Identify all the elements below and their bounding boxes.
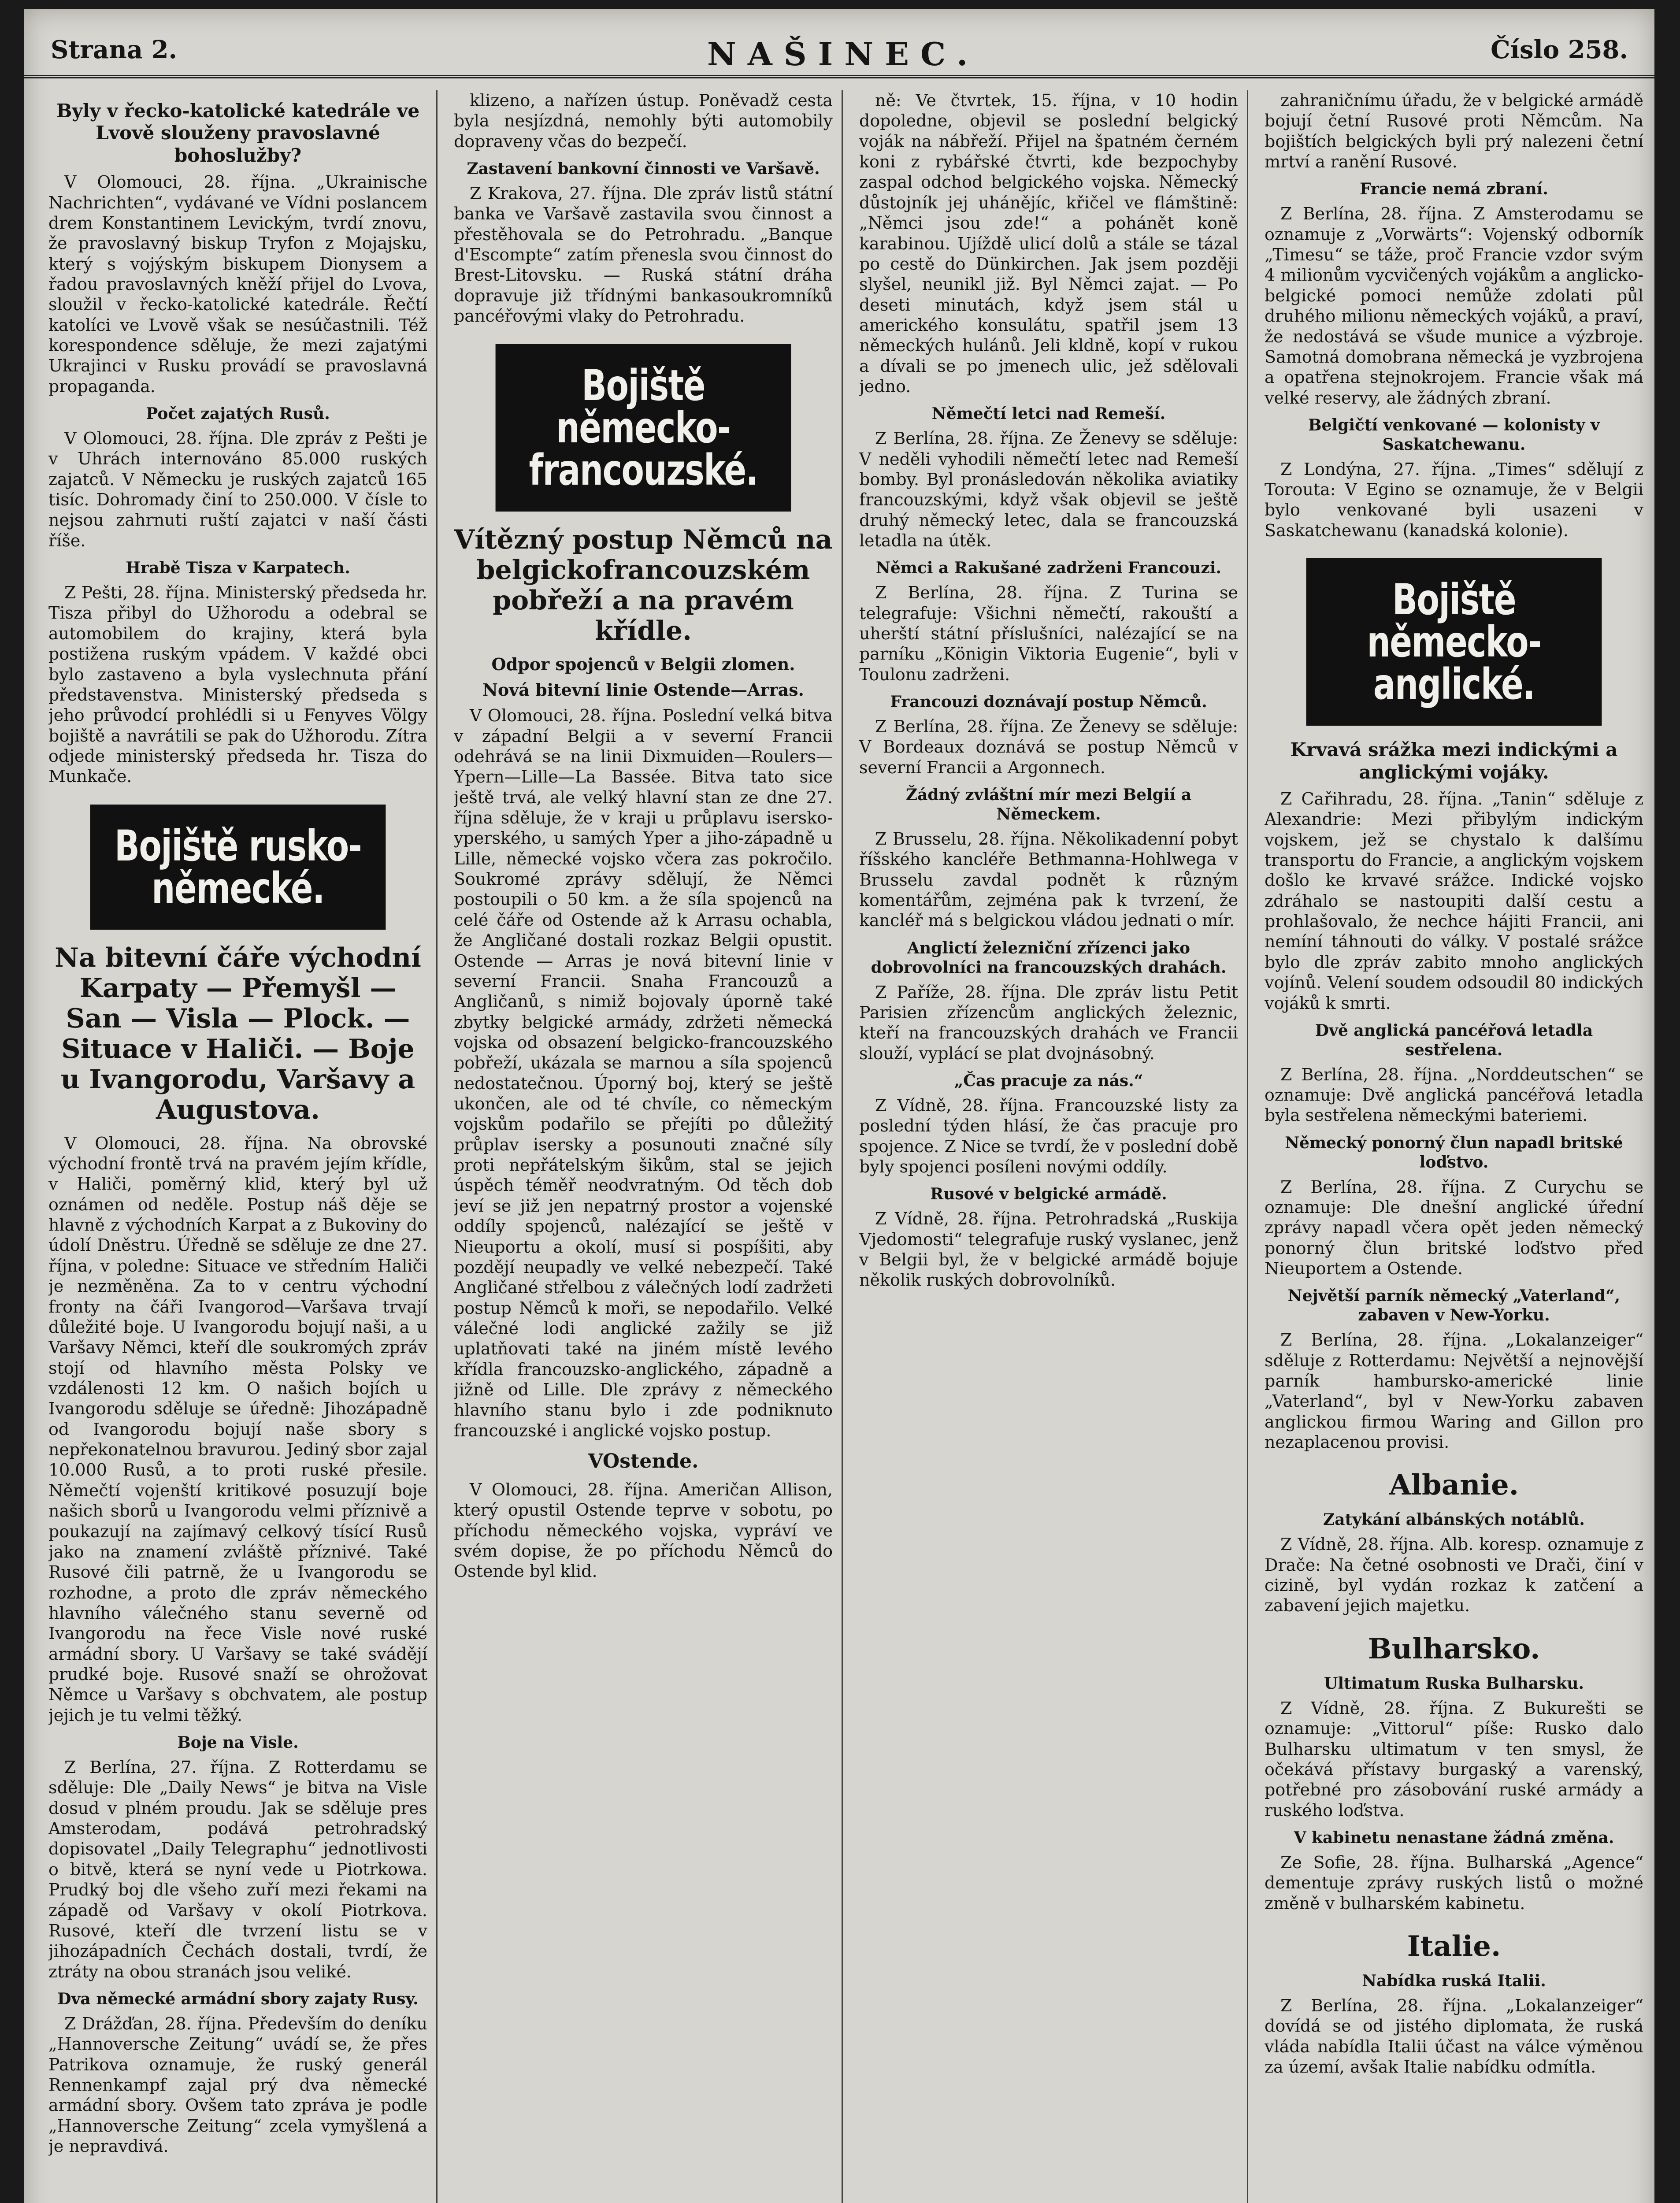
main-headline: Krvavá srážka mezi indickými a anglickými vojáky.	[1290, 739, 1618, 783]
country-section-title: Bulharsko.	[1368, 1632, 1540, 1665]
article-text: Z Vídně, 28. října. Francouzské listy za poslední týden hlásí, že čas pracuje pro spojence. Z Nice se tvrdí, že v poslední době byly spojenci posíleni novými oddíly.	[859, 1095, 1238, 1176]
article-headline: Hrabě Tisza v Karpatech.	[126, 559, 350, 578]
article-headline: Nabídka ruská Italii.	[1362, 1972, 1546, 1991]
article-headline: Německý ponorný člun napadl britské loďstvo.	[1285, 1133, 1623, 1172]
article-headline: Byly v řecko-katolické katedrále ve Lvově slouženy pravoslavné bohoslužby?	[56, 100, 420, 166]
article-text: Z Pešti, 28. října. Ministerský předseda hr. Tisza přibyl do Užhorodu a odebral se automobilem do krajiny, která byla postižena ruským vpádem. V každé obci bylo zastaveno a byla vyslechnuta přání představenstva. Ministerský předseda s jeho průvodcí prohlédli si u Fenyves Völgy bojiště a navrátili se pak do Užhorodu. Zítra odjede ministerský předseda hr. Tisza do Munkače.	[48, 583, 427, 786]
section-banner: Bojiště německo-francouzské.	[496, 344, 791, 512]
article-headline: Zatykání albánských notáblů.	[1323, 1510, 1585, 1529]
article-text: V Olomouci, 28. října. Poslední velká bitva v západní Belgii a v severní Francii odehrává se na linii Dixmuiden—Roulers—Ypern—Lille—La Bassée. Bitva tato sice ještě trvá, ale velký hlavní stan ze dne 27. října sděluje, že v kraji u průplavu isersko-yperského, u samých Yper a jiho-západně u Lille, německé vojsko včera zas pokročilo. Soukromé zprávy sdělují, že Němci postoupili o 50 km. a že síla spojenců na celé čáře od Ostende až k Arrasu ochabla, že Angličané dostali rozkaz Belgii opustit. Ostende — Arras je nová bitevní linie v severní Francii. Snaha Francouzů a Angličanů, s nimiž bojovaly úporně také zbytky belgické armády, zdržeti německá vojska od obsazení belgicko-francouzského pobřeží, ukázala se marnou a síla spojenců nedostatečnou. Úporný boj, který se ještě ukončen, ale od té chvíle, co německým vojskům podařilo se přejíti po důležitý průplav isersky a posunouti značné síly proti nepřátelským šikům, stal se jejich úspěch téměř neodvratným. Od těch dob jeví se již jen nepatrný prostor a vojenské oddíly spojenců, nalézající se ještě v Nieuportu a okolí, musí si pospíšiti, aby pozdějí neupadly ve velké nebezpečí. Také Angličané střelbou z válečných lodí zadržeti postup Němců k moři, se nepodařilo. Velké válečné lodi anglické zažily se již uplatňovati také na jiném místě levého křídla francouzsko-anglického, západně a jižně od Lille. Dle zprávy z německého hlavního stanu bylo i zde podniknuto francouzské i anglické vojsko postup.	[454, 706, 833, 1440]
article-text: Z Berlína, 28. října. „Lokalanzeiger“ dovídá se od jistého diplomata, že ruská vláda nabídla Italii účast na válce výměnou za území, avšak Italie nabídku odmítla.	[1265, 1995, 1643, 2077]
subheadline: Odpor spojenců v Belgii zlomen.	[491, 654, 795, 674]
masthead	[24, 9, 1654, 78]
article-text: Z Drážďan, 28. října. Především do deníku „Hannoversche Zeitung“ uvádí se, že přes Patrikova oznamuje, že ruský generál Rennenkampf zajal prý dva německé armádní sbory. Ovšem tato zpráva je podle „Hannoversche Zeitung“ zcela vymyšlená a je nepravdivá.	[48, 2014, 427, 2156]
newspaper-title: NAŠINEC.	[707, 35, 979, 73]
column-rule	[842, 90, 843, 2203]
column-4	[1265, 90, 1643, 2203]
article-text: Z Berlína, 28. října. Z Curychu se oznamuje: Dle dnešní anglické úřední zprávy napadl včera opět jeden německý ponorný člun britské loďstvo před Nieuportem a Ostende.	[1265, 1177, 1643, 1279]
article-headline: Němečtí letci nad Remeší.	[931, 404, 1166, 423]
article-text: Z Londýna, 27. října. „Times“ sdělují z Torouta: V Egino se oznamuje, že v Belgii bylo venkované byli usazeni v Saskatchewanu (kanadská kolonie).	[1265, 459, 1643, 540]
article-text: Z Cařihradu, 28. října. „Tanin“ sděluje z Alexandrie: Mezi přibylým indickým vojskem, jež se chystalo k dalšímu transportu do Francie, a anglickým vojskem došlo ke krvavé srážce. Indické vojsko zdráhalo se nastoupiti další cestu a prohlašovalo, že nechce hájiti Francii, ani nemíní táhnouti do války. V postalé srážce bylo dle zpráv zabito mnoho anglických vojínů. Velení soudem odsoudil 80 indických vojáků k smrti.	[1265, 789, 1643, 1013]
column-rule	[436, 90, 438, 2203]
article-text: Z Berlína, 27. října. Z Rotterdamu se sděluje: Dle „Daily News“ je bitva na Visle dosud v plném proudu. Jak se sděluje pres Amsterodam, podává petrohradský dopisovatel „Daily Telegraphu“ jednotlivosti o bitvě, která se nyní vede u Piotrkowa. Prudký boj dle všeho zuří mezi řekami na západě od Varšavy v okolí Piotrkova. Rusové, kteří dle tvrzení listu se v jihozápadních Čechách dostali, tvrdí, že ztráty na obou stranách jsou veliké.	[48, 1758, 427, 1981]
article-text: V Olomouci, 28. října. Dle zpráv z Pešti je v Uhrách internováno 85.000 ruských zajatců. V Německu je ruských zajatců 165 tisíc. Dohromady činí to 250.000. V čísle to nejsou zahrnuti ruští zajatci v naší části říše.	[48, 429, 427, 550]
column-3	[859, 90, 1238, 2203]
article-headline: Rusové v belgické armádě.	[930, 1185, 1167, 1204]
article-headline: Belgičtí venkované — kolonisty v Saskatchewanu.	[1308, 415, 1600, 454]
article-headline: Žádný zvláštní mír mezi Belgií a Německem.	[905, 786, 1192, 824]
article-headline: Francie nemá zbraní.	[1360, 180, 1548, 199]
article-text: Z Berlína, 28. října. „Norddeutschen“ se oznamuje: Dvě anglická pancéřová letadla byla sestřelena německými bateriemi.	[1265, 1064, 1643, 1125]
column-rule	[1247, 90, 1248, 2203]
article-text: Z Vídně, 28. října. Z Bukurešti se oznamuje: „Vittorul“ píše: Rusko dalo Bulharsku ultimatum v ten smysl, že očekává přístavy burgaský a varenský, potřebné pro zásobování ruské armády a ruského loďstva.	[1265, 1698, 1643, 1820]
article-headline: Anglictí železniční zřízenci jako dobrovolníci na francouzských drahách.	[871, 938, 1227, 977]
section-banner: Bojiště německo-anglické.	[1306, 558, 1602, 726]
article-text: Z Berlína, 28. října. Z Turina se telegrafuje: Všichni němečtí, rakouští a uherští státní příslušníci, nalézající se na parníku „Königin Viktoria Eugenie“, byli v Toulonu zadrženi.	[859, 583, 1238, 684]
article-headline: Ultimatum Ruska Bulharsku.	[1324, 1674, 1584, 1693]
article-text: Z Vídně, 28. října. Petrohradská „Ruskija Vjedomosti“ telegrafuje ruský vyslanec, jenž v Belgii byl, že v belgické armádě bojuje několik ruských dobrovolníků.	[859, 1209, 1238, 1290]
article-headline: Boje na Visle.	[177, 1733, 299, 1752]
article-text: V Olomouci, 28. října. Na obrovské východní frontě trvá na pravém jejím křídle, v Haliči, poměrný klid, který byl už oznámen od neděle. Postup náš děje se hlavně z východních Karpat a z Bukoviny do údolí Dněstru. Úředně se sděluje ze dne 27. října, v poledne: Situace ve středním Haliči je nezměněna. Za to v centru východní fronty na čáři Ivangorod—Varšava trvají důležité boje. U Ivangorodu bojují naši, a u Varšavy Němci, kteří dle soukromých zpráv stojí od hlavního města Polsky ve vzdálenosti 12 km. O našich bojích u Ivangorodu sděluje se úředně: Jihozápadně od Ivangorodu bojují naše sbory s nepřekonatelnou bravurou. Jediný sbor zajal 10.000 Rusů, a to proti ruské přesile. Němečtí vojenští kritikové posuzují boje našich sborů u Ivangorodu velmi příznivě a poukazují na zajímavý celkový tísící Rusů jako na znamení zvláště příznivé. Také Rusové čili patrně, že u Ivangorodu se rozhodne, a proto dle zpráv německého hlavního válečného stanu severně od Ivangorodu na řece Visle nové ruské armádní sbory. U Varšavy se také svádějí prudké boje. Rusové snaží se ohrožovat Němce u Varšavy s obchvatem, ale postup jejich je tu velmi těžký.	[48, 1133, 427, 1725]
article-text: Z Krakova, 27. října. Dle zpráv listů státní banka ve Varšavě zastavila svou činnost a přestěhovala se do Petrohradu. „Banque d'Escompte“ zatím přenesla svou činnost do Brest-Litovsku. — Ruská státní dráha dopravuje již třídnými bankasoukromníků pancéřovými vlaky do Petrohradu.	[454, 183, 833, 326]
article-text: ně: Ve čtvrtek, 15. října, v 10 hodin dopoledne, objevil se poslední belgický voják na nábřeží. Přijel na špatném černém koni z rybářské čtvrti, kde bezpochyby zaspal odchod belgického vojska. Německý důstojník jej uhánějíc, křičel ve flámštině: „Němci jsou zde!“ a pohánět koně karabinou. Ujíždě ulicí dolů a stále se tázal po cestě do Dünkirchen. Jak jsem později slyšel, neunikl již. Byl Němci zajat. — Po deseti minutách, když jsem stál u amerického konsulátu, spatřil jsem 13 německých hulánů. Jeli kldně, kopí v rukou a dívali se po jmenech ulic, jež sdělovali jedno.	[859, 91, 1238, 397]
article-text: Z Berlína, 28. října. Ze Ženevy se sděluje: V Bordeaux doznává se postup Němců v severní Francii a Argonnech.	[859, 717, 1238, 777]
column-2	[454, 90, 833, 2203]
article-text: Z Paříže, 28. října. Dle zpráv listu Petit Parisien zřízencům anglických železnic, kteří na francouzských drahách ve Francii slouží, vyplácí se plat dvojnásobný.	[859, 982, 1238, 1063]
article-headline: Francouzi doznávají postup Němců.	[890, 693, 1207, 712]
article-text: Z Berlína, 28. října. „Lokalanzeiger“ sděluje z Rotterdamu: Největší a nejnovější parník hambursko-americké linie „Vaterland“, byl v New-Yorku zabaven anglickou firmou Waring and Gillon pro nezaplacenou provisi.	[1265, 1330, 1643, 1452]
section-banner: Bojiště rusko-německé.	[90, 805, 386, 930]
article-headline: Dvě anglická pancéřová letadla sestřelena.	[1315, 1021, 1593, 1059]
subheadline: Nová bitevní linie Ostende—Arras.	[482, 679, 804, 700]
country-section-title: Albanie.	[1389, 1469, 1519, 1502]
column-1	[48, 90, 427, 2203]
article-text: zahraničnímu úřadu, že v belgické armádě bojují četní Rusové proti Němcům. Na bojištích belgických byli prý nalezeni četní mrtví a ranění Rusové.	[1265, 91, 1643, 172]
article-headline: „Čas pracuje za nás.“	[954, 1072, 1143, 1090]
country-section-title: Italie.	[1407, 1929, 1501, 1963]
issue-number: Číslo 258.	[1491, 35, 1628, 64]
article-headline: Němci a Rakušané zadrženi Francouzi.	[875, 559, 1222, 578]
newspaper-page	[24, 9, 1654, 2203]
article-text: Z Vídně, 28. října. Alb. koresp. oznamuje z Drače: Na četné osobnosti ve Drači, činí v cizině, byl vydán rozkaz k zatčení a zabavení jejich majetku.	[1265, 1535, 1643, 1616]
article-text: Z Berlína, 28. října. Z Amsterodamu se oznamuje z „Vorwärts“: Vojenský odborník „Timesu“ se táže, proč Francie vzdor svým 4 milionům vycvičených vojákům a anglicko-belgické pomoci nemůže zdolati půl druhého milionu německých vojáků, a praví, že nedostává se všude munice a výzbroje. Samotná domobrana německá je vyzbrojena a opatřena stejnokrojem. Francie však má velké reservy, ale žádných zbraní.	[1265, 204, 1643, 408]
article-headline: Dva německé armádní sbory zajaty Rusy.	[57, 1989, 419, 2008]
article-text: V Olomouci, 28. října. Američan Allison, který opustil Ostende teprve v sobotu, po příchodu německého vojska, vypráví ve svém dopise, že po příchodu Němců do Ostende byl klid.	[454, 1480, 833, 1581]
main-headline: Na bitevní čáře východní Karpaty — Přemyšl — San — Visla — Plock. — Situace v Haliči. — Boje u Ivangorodu, Varšavy a Augustova.	[55, 942, 421, 1125]
article-text: Z Brusselu, 28. října. Několikadenní pobyt říšského kancléře Bethmanna-Hohlwega v Brusselu zavdal podnět k různým komentářům, zejména pak k tvrzení, že kancléř má s belgickou vládou jednati o mír.	[859, 829, 1238, 931]
main-headline: Vítězný postup Němců na belgickofrancouzském pobřeží a na pravém křídle.	[454, 524, 833, 646]
article-text: Z Berlína, 28. října. Ze Ženevy se sděluje: V neděli vyhodili němečtí letec nad Remeší bomby. Byl pronásledován několika aviatiky francouzskými, když však objevil se ještě druhý německý letec, dala se francouzská letadla na útěk.	[859, 429, 1238, 551]
article-headline: VOstende.	[588, 1450, 699, 1473]
article-headline: Největší parník německý „Vaterland“, zabaven v New-Yorku.	[1287, 1287, 1621, 1325]
article-headline: V kabinetu nenastane žádná změna.	[1294, 1828, 1614, 1847]
article-headline: Počet zajatých Rusů.	[146, 404, 330, 423]
article-headline: Zastavení bankovní činnosti ve Varšavě.	[467, 159, 820, 178]
article-text: klizeno, a nařízen ústup. Poněvadž cesta byla nesjízdná, nemohly býti automobily dopraveny včas do bezpečí.	[454, 91, 833, 151]
page-number: Strana 2.	[51, 35, 178, 64]
article-text: V Olomouci, 28. října. „Ukrainische Nachrichten“, vydávané ve Vídni poslancem drem Konstantinem Levickým, tvrdí znovu, že pravoslavný biskup Tryfon z Mojajsku, který s vojýským biskupem Dionysem a řadou pravoslavných kněží přijel do Lvova, sloužil v řecko-katolické katedrále. Řečtí katolíci ve Lvově však se nesúčastnili. Též korespondence sděluje, že mezi zajatými Ukrajinci v Rusku provádí se pravoslavná propaganda.	[48, 172, 427, 396]
article-text: Ze Sofie, 28. října. Bulharská „Agence“ dementuje zprávy ruských listů o možné změně v bulharském kabinetu.	[1265, 1852, 1643, 1913]
